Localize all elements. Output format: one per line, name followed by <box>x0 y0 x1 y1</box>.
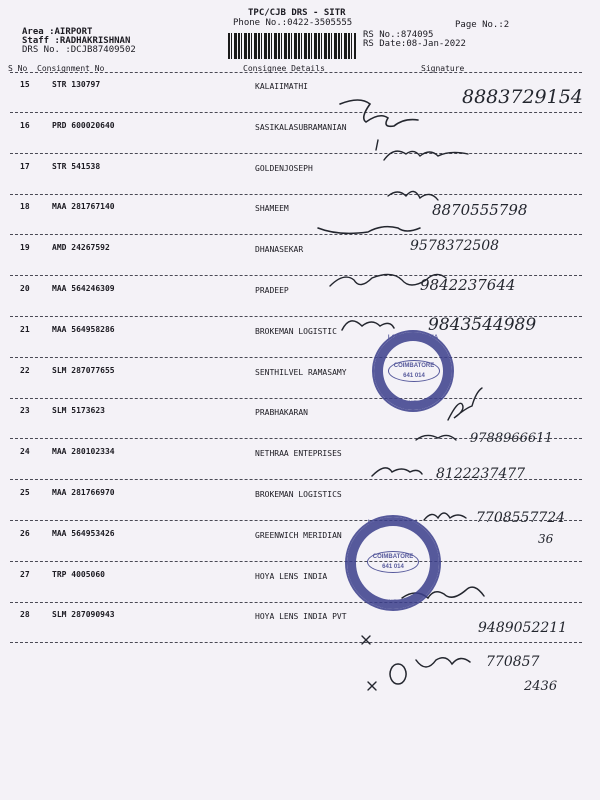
row-serial-number: 24 <box>20 447 30 456</box>
rs-number: RS No.:874095 <box>363 30 434 40</box>
row-serial-number: 28 <box>20 610 30 619</box>
hw-phone-5: 9843544989 <box>428 315 537 335</box>
document-title: TPC/CJB DRS - SITR <box>248 8 346 18</box>
row-divider <box>10 275 582 276</box>
row-serial-number: 15 <box>20 80 30 89</box>
row-consignment-number: SLM 5173623 <box>52 406 105 415</box>
row-divider <box>10 316 582 317</box>
table-row <box>0 76 600 116</box>
row-divider <box>10 602 582 603</box>
row-consignment-number: MAA 280102334 <box>52 447 115 456</box>
staff-label: Staff :RADHAKRISHNAN <box>22 36 131 46</box>
hw-phone-2: 8870555798 <box>432 201 528 219</box>
row-consignee-name: PRADEEP <box>255 286 289 295</box>
col-consignment: Consignment No <box>37 64 105 73</box>
row-consignment-number: MAA 281766970 <box>52 488 115 497</box>
row-consignment-number: SLM 287090943 <box>52 610 115 619</box>
row-serial-number: 21 <box>20 325 30 334</box>
row-serial-number: 25 <box>20 488 30 497</box>
row-divider <box>10 561 582 562</box>
row-consignee-name: SENTHILVEL RAMASAMY <box>255 368 347 377</box>
row-serial-number: 16 <box>20 121 30 130</box>
row-consignment-number: MAA 281767140 <box>52 202 115 211</box>
row-consignee-name: GREENWICH MERIDIAN <box>255 531 342 540</box>
table-row <box>0 198 600 238</box>
row-consignment-number: STR 130797 <box>52 80 101 89</box>
hw-phone-6: 9788966611 <box>470 431 553 446</box>
row-divider <box>10 112 582 113</box>
table-row <box>0 566 600 606</box>
row-consignee-name: DHANASEKAR <box>255 245 304 254</box>
row-consignment-number: MAA 564958286 <box>52 325 115 334</box>
row-consignment-number: MAA 564246309 <box>52 284 115 293</box>
row-consignee-name: BROKEMAN LOGISTICS <box>255 490 342 499</box>
page-number: Page No.:2 <box>455 20 510 30</box>
table-row <box>0 158 600 198</box>
hw-number-9: 36 <box>538 532 554 546</box>
row-consignee-name: KALAIIMATHI <box>255 82 308 91</box>
drs-number: DRS No. :DCJB87409502 <box>22 45 136 55</box>
row-consignee-name: HOYA LENS INDIA <box>255 572 328 581</box>
hw-phone-3: 9578372508 <box>410 238 500 254</box>
table-row <box>0 280 600 320</box>
hw-phone-4: 9842237644 <box>420 276 516 294</box>
row-consignment-number: MAA 564953426 <box>52 529 115 538</box>
row-divider <box>10 153 582 154</box>
row-consignee-name: NETHRAA ENTEPRISES <box>255 449 342 458</box>
table-row <box>0 321 600 361</box>
area-label: Area :AIRPORT <box>22 27 93 37</box>
company-stamp: LOGISTICS INDIA COIMBATORE 641 014 BROKEMAN <box>372 330 454 412</box>
hw-phone-8: 7708557724 <box>476 510 566 526</box>
rs-date: RS Date:08-Jan-2022 <box>363 39 466 49</box>
col-consignee: Consignee Details <box>243 64 325 73</box>
row-consignee-name: HOYA LENS INDIA PVT <box>255 612 347 621</box>
col-signature: Signature <box>421 64 465 73</box>
phone-number: Phone No.:0422-3505555 <box>233 18 353 28</box>
row-consignment-number: AMD 24267592 <box>52 243 110 252</box>
row-consignee-name: SHAMEEM <box>255 204 289 213</box>
hw-phone-11: 770857 <box>486 654 540 670</box>
hw-phone-7: 8122237477 <box>436 466 526 482</box>
row-divider <box>10 398 582 399</box>
table-row <box>0 443 600 483</box>
row-divider <box>10 642 582 643</box>
row-serial-number: 26 <box>20 529 30 538</box>
row-consignment-number: TRP 4005060 <box>52 570 105 579</box>
hw-number-12: 2436 <box>524 679 558 694</box>
row-divider <box>10 234 582 235</box>
row-consignee-name: BROKEMAN LOGISTIC <box>255 327 337 336</box>
row-serial-number: 23 <box>20 406 30 415</box>
row-divider <box>10 438 582 439</box>
company-stamp-2: LOGISTICS INDIA COIMBATORE 641 014 BROKEMAN <box>345 515 441 611</box>
table-row <box>0 484 600 524</box>
table-row <box>0 525 600 565</box>
row-divider <box>10 479 582 480</box>
row-serial-number: 27 <box>20 570 30 579</box>
col-sno: S No <box>8 64 28 73</box>
table-row <box>0 239 600 279</box>
header-rule <box>10 72 582 73</box>
row-consignee-name: GOLDENJOSEPH <box>255 164 313 173</box>
hw-phone-10: 9489052211 <box>478 620 568 636</box>
row-consignee-name: SASIKALASUBRAMANIAN <box>255 123 347 132</box>
table-row <box>0 402 600 442</box>
row-divider <box>10 194 582 195</box>
row-serial-number: 17 <box>20 162 30 171</box>
row-consignee-name: PRABHAKARAN <box>255 408 308 417</box>
hw-phone-1: 8883729154 <box>462 86 583 108</box>
row-serial-number: 18 <box>20 202 30 211</box>
row-serial-number: 19 <box>20 243 30 252</box>
row-consignment-number: PRD 600020640 <box>52 121 115 130</box>
row-consignment-number: STR 541538 <box>52 162 101 171</box>
row-divider <box>10 520 582 521</box>
row-serial-number: 20 <box>20 284 30 293</box>
row-consignment-number: SLM 287077655 <box>52 366 115 375</box>
table-row <box>0 362 600 402</box>
table-row <box>0 606 600 646</box>
row-serial-number: 22 <box>20 366 30 375</box>
barcode <box>228 33 356 59</box>
table-row <box>0 117 600 157</box>
row-divider <box>10 357 582 358</box>
